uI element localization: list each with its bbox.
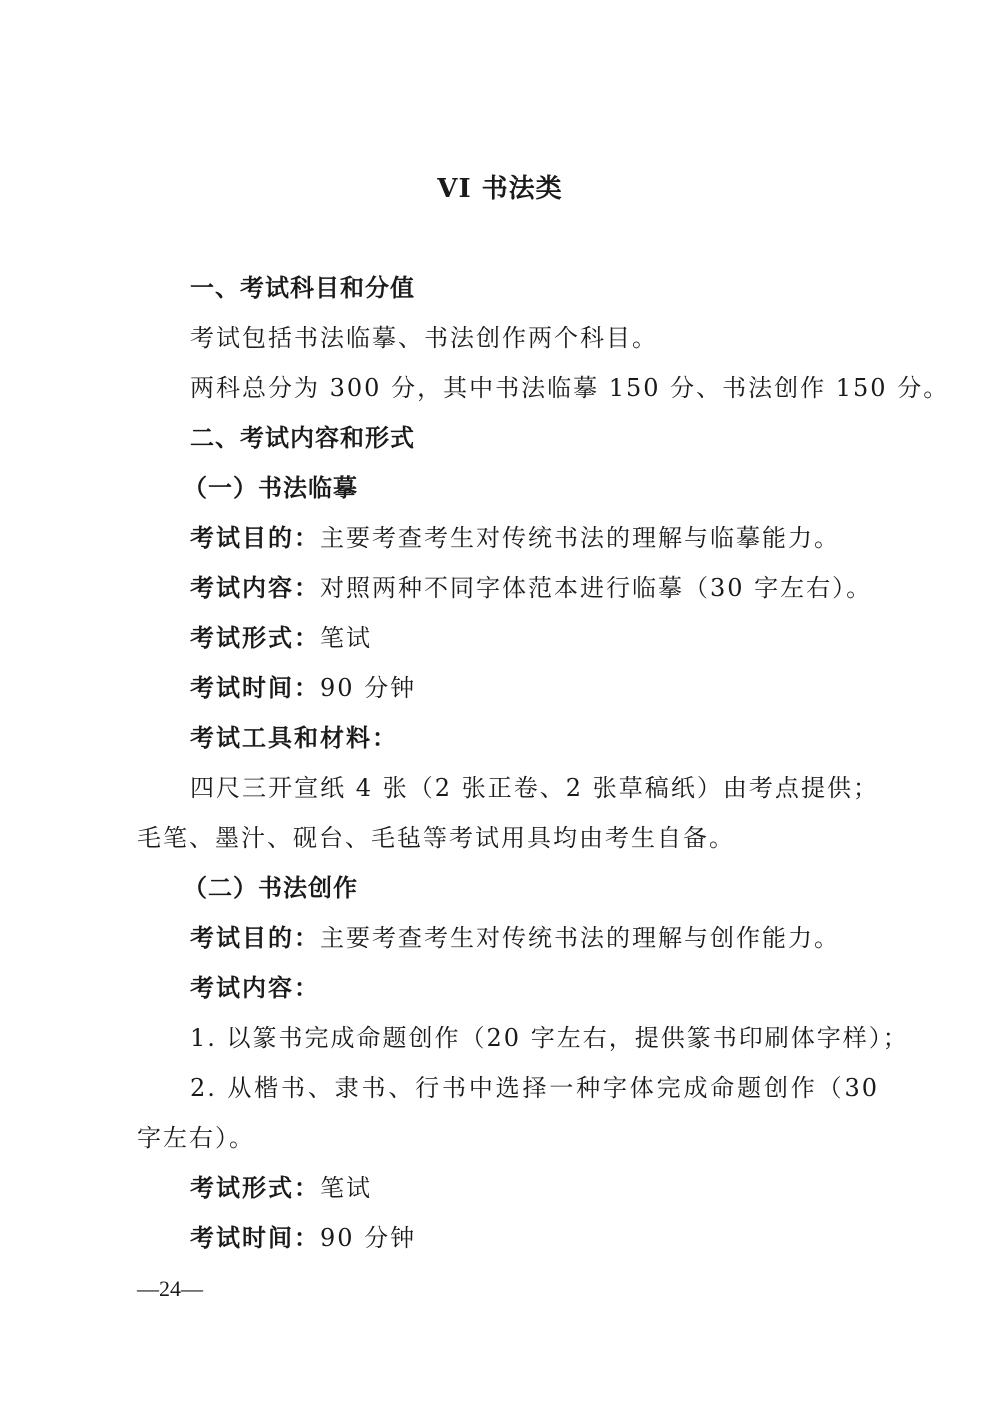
copying-purpose: [190, 513, 880, 563]
form-label: 考试形式：: [190, 1174, 320, 1202]
creation-item-2: 2. 从楷书、隶书、行书中选择一种字体完成命题创作（30 字左右）。: [137, 1074, 879, 1152]
page-title: VI 书法类: [437, 174, 563, 204]
creation-form: [190, 1163, 880, 1213]
tools-text: 四尺三开宣纸 4 张（2 张正卷、2 张草稿纸）由考点提供；毛笔、墨汁、砚台、毛毡等考试用具均由考生自备。: [137, 774, 879, 852]
subjects-text: 考试包括书法临摹、书法创作两个科目。: [190, 324, 658, 352]
copying-form: [190, 613, 880, 663]
section-heading-subjects: 一、考试科目和分值: [190, 274, 415, 302]
copying-content: [190, 563, 880, 613]
purpose-value: 主要考查考生对传统书法的理解与创作能力。: [320, 924, 840, 952]
form-value: 笔试: [320, 1174, 372, 1202]
time-value: 90 分钟: [320, 674, 417, 702]
creation-item-1: 1. 以篆书完成命题创作（20 字左右，提供篆书印刷体字样）；: [190, 1024, 909, 1052]
copying-time: [190, 663, 880, 713]
content-label: 考试内容：: [190, 574, 320, 602]
tools-label: 考试工具和材料：: [190, 724, 398, 752]
score-text: 两科总分为 300 分，其中书法临摹 150 分、书法创作 150 分。: [190, 374, 950, 402]
creation-purpose: [190, 913, 880, 963]
purpose-label: 考试目的：: [190, 924, 320, 952]
section-heading-content: 二、考试内容和形式: [190, 424, 415, 452]
subsection-heading-copying: （一）书法临摹: [183, 474, 358, 502]
content-value: 对照两种不同字体范本进行临摹（30 字左右）。: [320, 574, 873, 602]
creation-content-label: 考试内容：: [190, 974, 320, 1002]
page-number: —24—: [137, 1276, 203, 1301]
form-label: 考试形式：: [190, 624, 320, 652]
purpose-label: 考试目的：: [190, 524, 320, 552]
subsection-heading-creation: （二）书法创作: [183, 874, 358, 902]
time-label: 考试时间：: [190, 1224, 320, 1252]
time-value: 90 分钟: [320, 1224, 417, 1252]
creation-time: [190, 1213, 880, 1263]
form-value: 笔试: [320, 624, 372, 652]
time-label: 考试时间：: [190, 674, 320, 702]
purpose-value: 主要考查考生对传统书法的理解与临摹能力。: [320, 524, 840, 552]
